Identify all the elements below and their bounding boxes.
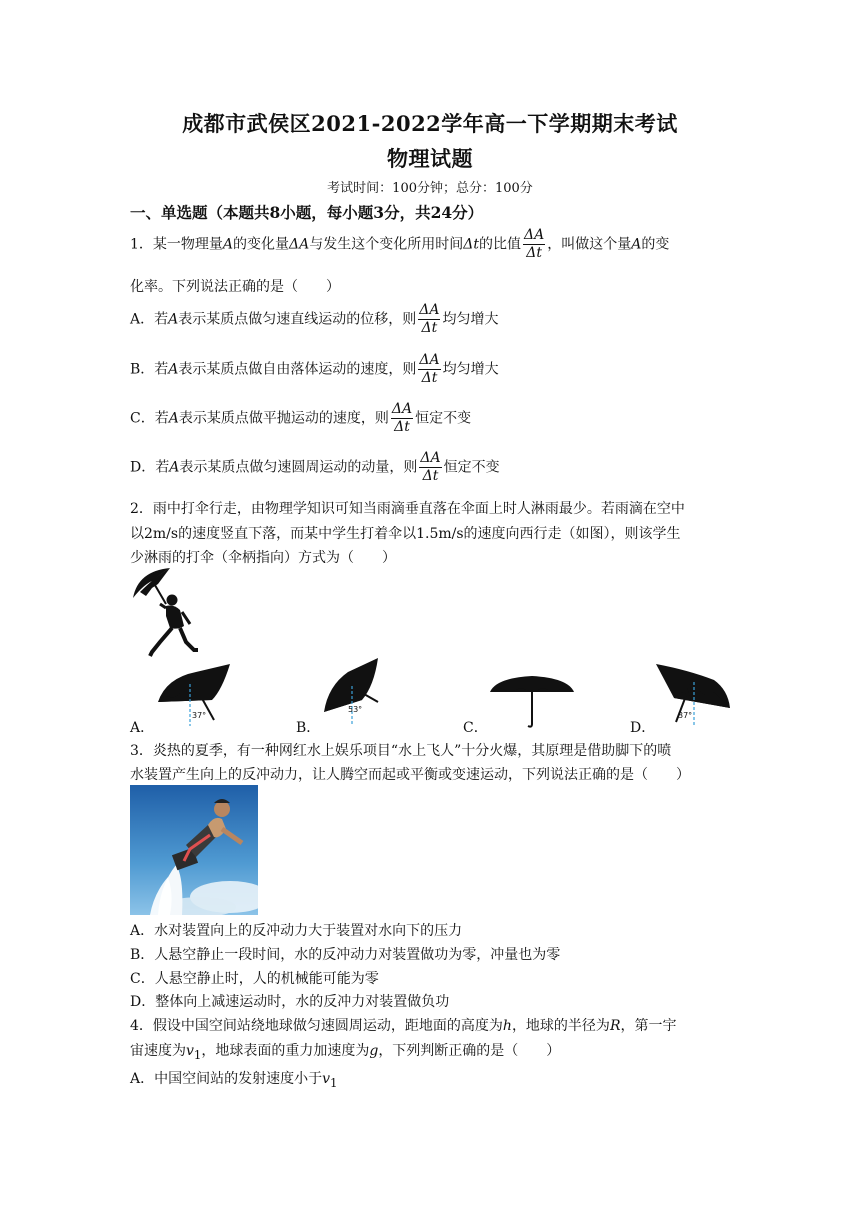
umbrella-option-a-icon [152,660,236,728]
q3-option-a: A．水对装置向上的反冲动力大于装置对水向下的压力 [130,923,463,939]
q2-stem-line3: 少淋雨的打伞（伞柄指向）方式为（ ） [130,550,396,566]
q3-option-d: D．整体向上减速运动时，水的反冲力对装置做负功 [130,994,450,1010]
flyboard-photo [130,785,258,915]
q3-stem-line2: 水装置产生向上的反冲动力，让人腾空而起或平衡或变速运动，下列说法正确的是（ ） [130,767,690,783]
q3-option-b: B．人悬空静止一段时间，水的反冲动力对装置做功为零，冲量也为零 [130,947,561,963]
q2-option-b-label: B． [296,720,321,736]
exam-subject: 物理试题 [387,146,473,171]
q1-stem-line2: 化率。下列说法正确的是（ ） [130,279,340,295]
q2-stem-line1: 2．雨中打伞行走，由物理学知识可知当雨滴垂直落在伞面上时人淋雨最少。若雨滴在空中 [130,501,685,517]
q1-stem: 1．某一物理量A的变化量ΔA与发生这个变化所用时间Δt的比值 $\frac{\Delta A}{\Delta t}$ ，叫做这个量A的变 [130,227,670,261]
q1-option-b: B．若A表示某质点做自由落体运动的速度，则 $\frac{\Delta A}{\Delta t}$ 均匀增大 [130,352,499,386]
q2-option-c-label: C． [463,720,488,736]
section-heading: 一、单选题（本题共8小题，每小题3分，共24分） [130,203,484,222]
umbrella-option-b-icon [318,656,384,728]
q3-stem-line1: 3．炎热的夏季，有一种网红水上娱乐项目“水上飞人”十分火爆，其原理是借助脚下的喷 [130,743,672,759]
exam-info: 考试时间：100分钟；总分：100分 [327,181,533,196]
q4-stem-line1: 4．假设中国空间站绕地球做匀速圆周运动，距地面的高度为h，地球的半径为R，第一宇 [130,1018,677,1034]
exam-title: 成都市武侯区2021-2022学年高一下学期期末考试 [182,111,678,136]
q2-option-d-label: D． [630,720,656,736]
umbrella-option-d-icon [652,660,734,728]
q2-stem-line2: 以2m/s的速度竖直下落，而某中学生打着伞以1.5m/s的速度向西行走（如图），则该学生 [130,526,681,542]
q4-option-a: A．中国空间站的发射速度小于$v_1$ [130,1071,338,1090]
q1-option-a: A．若A表示某质点做匀速直线运动的位移，则 $\frac{\Delta A}{\Delta t}$ 均匀增大 [130,302,499,336]
q4-stem-line2: 宙速度为$v_1$，地球表面的重力加速度为g，下列判断正确的是（ ） [130,1043,561,1062]
q1-option-c: C．若A表示某质点做平抛运动的速度，则 $\frac{\Delta A}{\Delta t}$ 恒定不变 [130,401,472,435]
umbrella-angle-b: 53° [348,705,363,714]
q1-fraction: $\frac{\Delta A}{\Delta t}$ [524,227,545,261]
q1-option-d: D．若A表示某质点做匀速圆周运动的动量，则 $\frac{\Delta A}{\Delta t}$ 恒定不变 [130,450,500,484]
umbrella-angle-a: 37° [192,711,207,720]
q3-option-c: C．人悬空静止时，人的机械能可能为零 [130,971,379,987]
umbrella-angle-d: 37° [678,711,693,720]
umbrella-option-c-icon [488,674,576,728]
walking-student-umbrella-icon [130,566,200,658]
q2-option-a-label: A． [130,720,155,736]
